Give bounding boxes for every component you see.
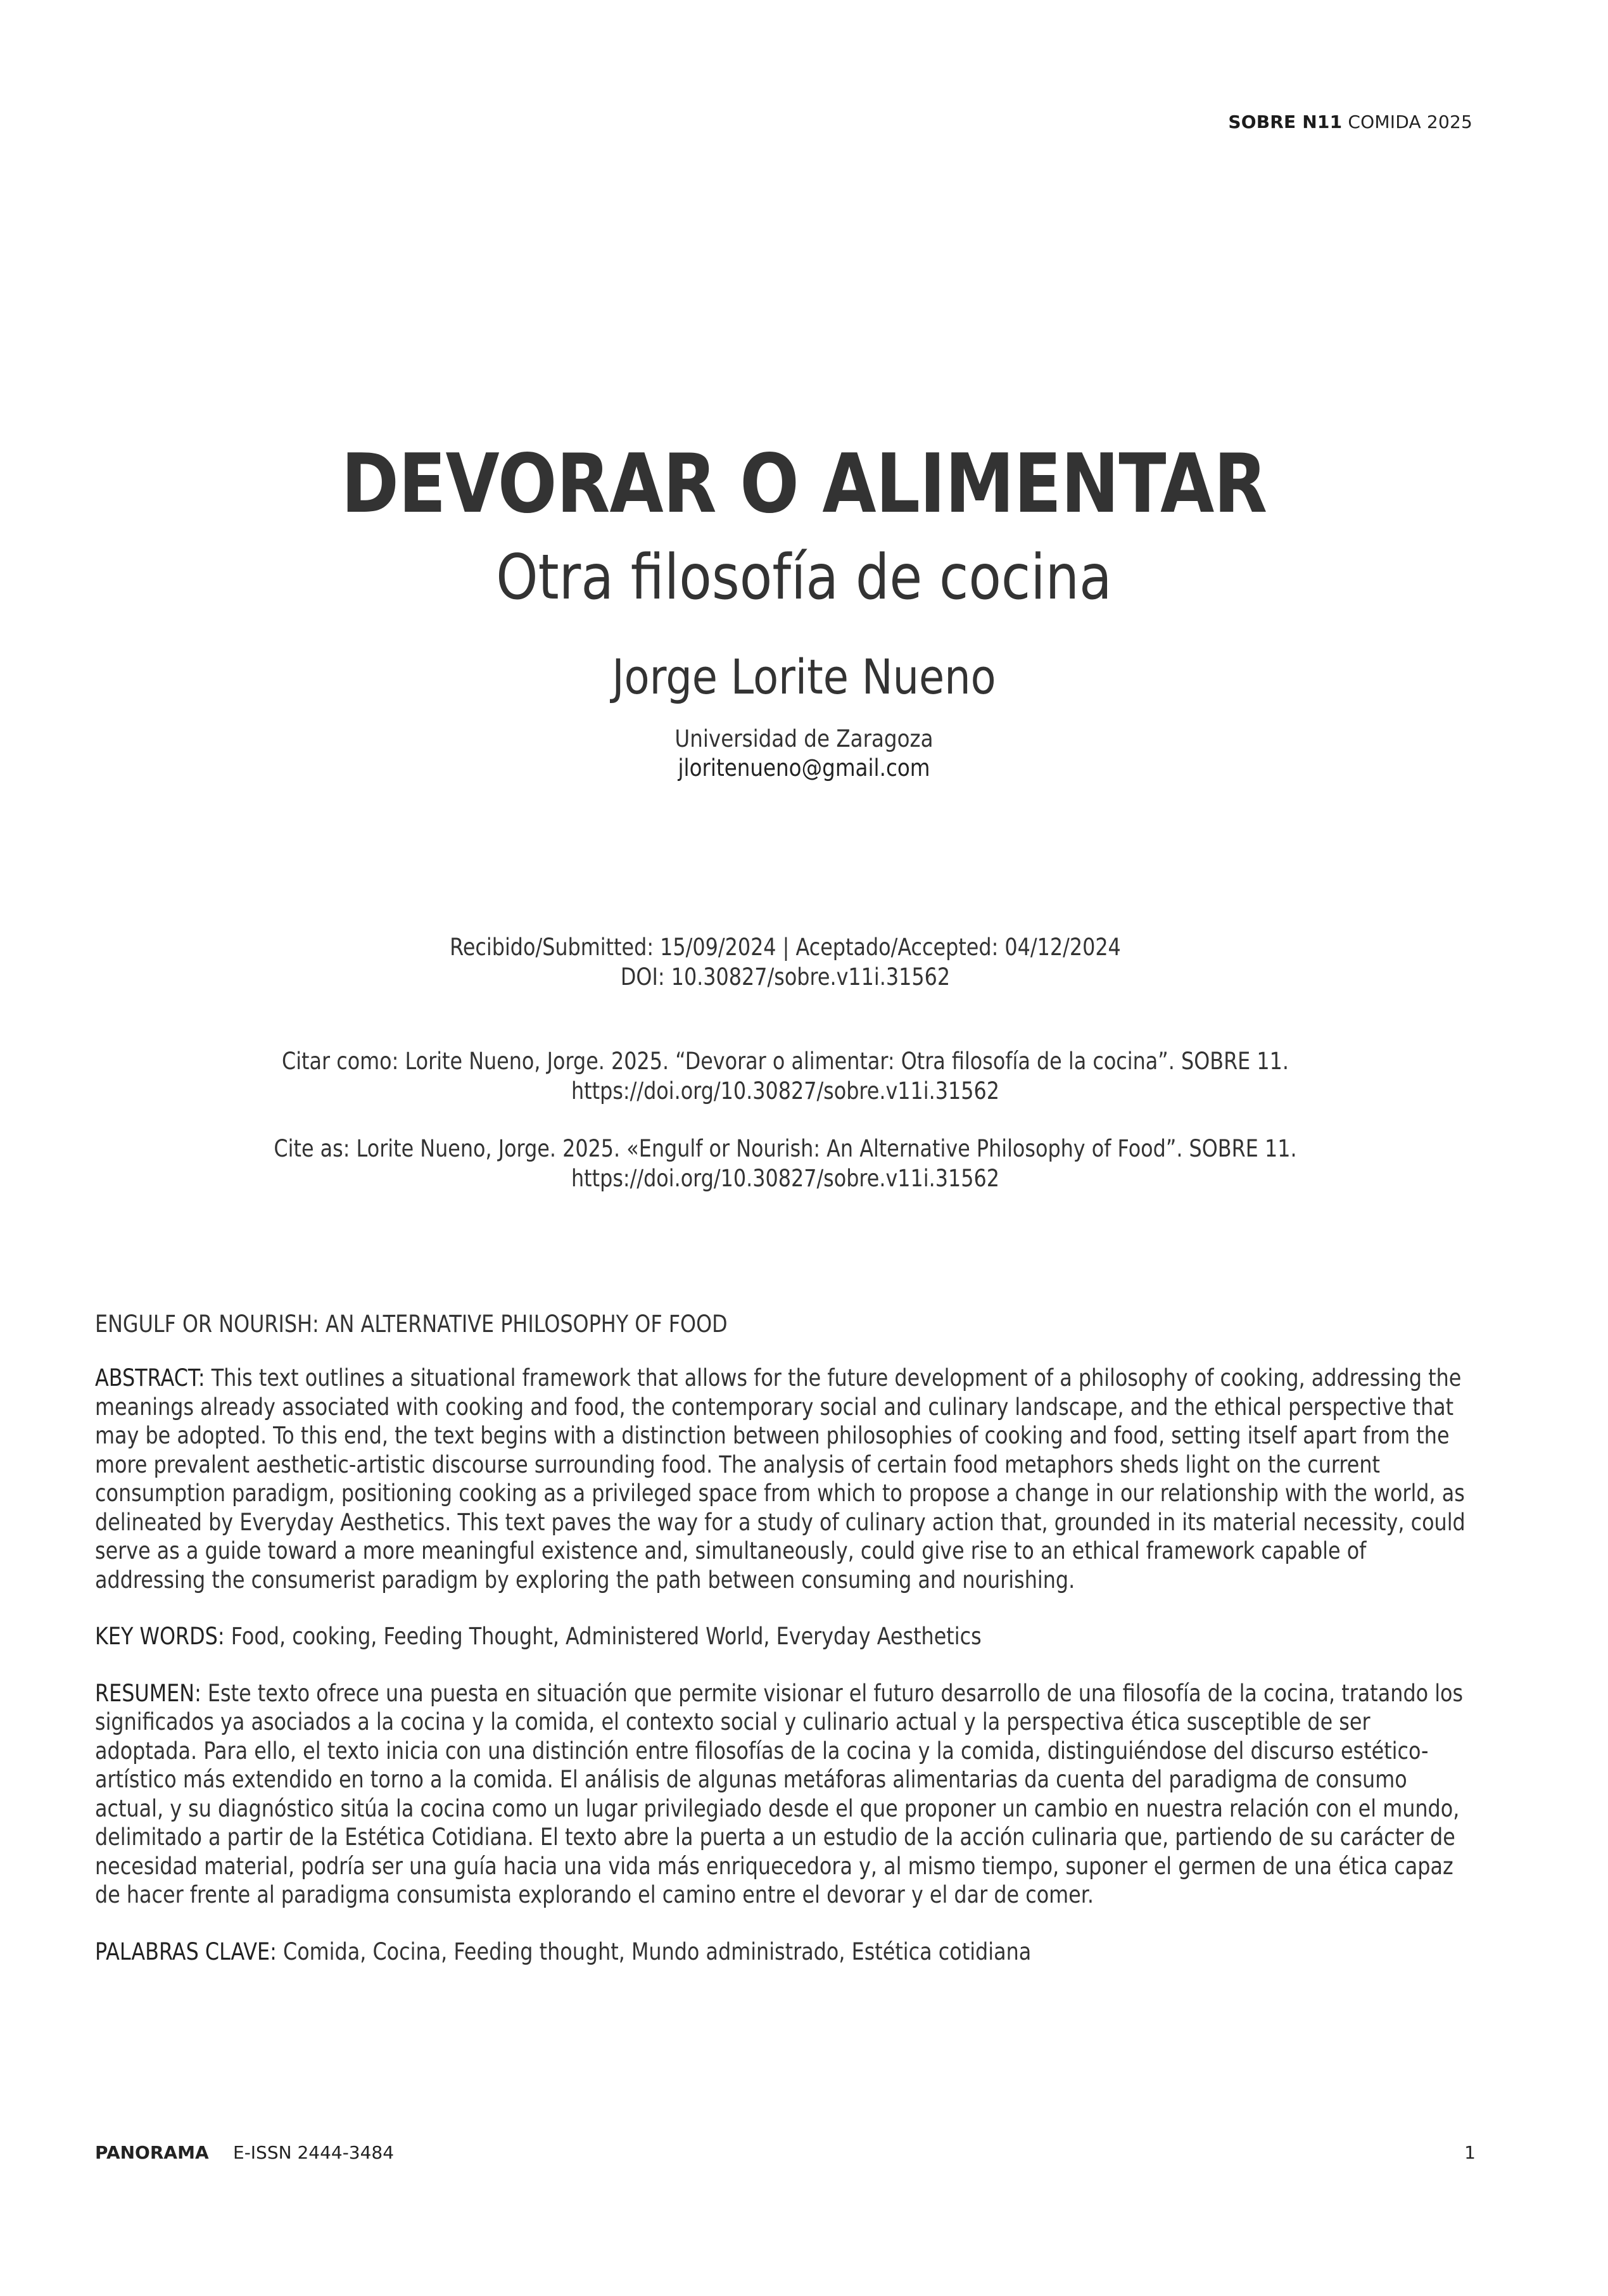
author-affiliation: Universidad de Zaragoza bbox=[674, 725, 934, 752]
running-header bbox=[1228, 111, 1472, 132]
abstract-section bbox=[95, 1310, 1476, 1994]
author-name: Jorge Lorite Nueno bbox=[612, 649, 996, 705]
title-block bbox=[0, 437, 1608, 783]
abstract-paragraph bbox=[95, 1364, 1476, 1594]
resumen-text: Este texto ofrece una puesta en situación que permite visionar el futuro desarrollo de una filosofía de la cocina, tratando los significados ya asociados a la cocina y la comida, el contexto social y culinario actual y la perspectiva ética susceptible de ser adoptada. Para ello, el texto inicia con una distinción entre filosofías de la cocina y la comida, distinguiéndose del discurso estético-artístico más extendido en torno a la comida. El análisis de algunas metáforas alimentarias da cuenta del paradigma de consumo actual, y su diagnóstico sitúa la cocina como un lugar privilegiado desde el que proponer un cambio en nuestra relación con el mundo, delimitado a partir de la Estética Cotidiana. El texto abre la puerta a un estudio de la acción culinaria que, partiendo de su carácter de necesidad material, podría ser una guía hacia una vida más enriquecedora y, al mismo tiempo, suponer el germen de una ética capaz de hacer frente al paradigma consumista explorando el camino entre el devorar y el dar de comer. bbox=[95, 1679, 1464, 1908]
author-email[interactable]: jloritenueno@gmail.com bbox=[678, 754, 930, 782]
keywords-text: Food, cooking, Feeding Thought, Administered World, Everyday Aesthetics bbox=[231, 1623, 982, 1650]
palabras-clave-label: PALABRAS CLAVE: bbox=[95, 1938, 277, 1965]
issue-label: COMIDA 2025 bbox=[1348, 111, 1472, 132]
footer-section-name: PANORAMA bbox=[95, 2142, 209, 2163]
article-subtitle: Otra filosofía de cocina bbox=[496, 542, 1112, 614]
citation-spanish bbox=[95, 1046, 1476, 1106]
english-title-heading: ENGULF OR NOURISH: AN ALTERNATIVE PHILOSOPHY OF FOOD bbox=[95, 1310, 728, 1338]
page-number: 1 bbox=[1464, 2142, 1476, 2163]
footer-issn: E-ISSN 2444-3484 bbox=[233, 2142, 395, 2163]
article-title: DEVORAR O ALIMENTAR bbox=[341, 437, 1267, 531]
palabras-clave-paragraph bbox=[95, 1938, 1476, 1967]
citation-english-text: Cite as: Lorite Nueno, Jorge. 2025. «Engulf or Nourish: An Alternative Philosophy of Food”. SOBRE 11. https://doi.org/10.30827/sobre.v11i.31562 bbox=[274, 1135, 1297, 1192]
keywords-paragraph bbox=[95, 1622, 1476, 1651]
doi[interactable]: DOI: 10.30827/sobre.v11i.31562 bbox=[620, 963, 951, 991]
journal-name: SOBRE N11 bbox=[1228, 111, 1343, 132]
keywords-label: KEY WORDS: bbox=[95, 1623, 225, 1650]
abstract-text: This text outlines a situational framework that allows for the future development of a philosophy of cooking, addressing the meanings already associated with cooking and food, the contemporary social and culinary landscape, and the ethical perspective that may be adopted. To this end, the text begins with a distinction between philosophies of cooking and food, setting itself apart from the more prevalent aesthetic-artistic discourse surrounding food. The analysis of certain food metaphors sheds light on the current consumption paradigm, positioning cooking as a privileged space from which to propose a change in our relationship with the world, as delineated by Everyday Aesthetics. This text paves the way for a study of culinary action that, grounded in its material necessity, could serve as a guide toward a more meaningful existence and, simultaneously, could give rise to an ethical framework capable of addressing the consumerist paradigm by exploring the path between consuming and nourishing. bbox=[95, 1364, 1466, 1594]
abstract-label: ABSTRACT: bbox=[95, 1364, 205, 1392]
submission-dates: Recibido/Submitted: 15/09/2024 | Aceptado/Accepted: 04/12/2024 bbox=[450, 934, 1121, 961]
citation-english bbox=[95, 1134, 1476, 1193]
resumen-label: RESUMEN: bbox=[95, 1679, 201, 1707]
palabras-clave-text: Comida, Cocina, Feeding thought, Mundo administrado, Estética cotidiana bbox=[282, 1938, 1032, 1965]
resumen-paragraph bbox=[95, 1679, 1476, 1910]
citation-spanish-text: Citar como: Lorite Nueno, Jorge. 2025. “Devorar o alimentar: Otra filosofía de la cocina”. SOBRE 11. https://doi.org/10.30827/sobre.v11i.31562 bbox=[281, 1048, 1289, 1105]
submission-meta bbox=[95, 932, 1476, 992]
